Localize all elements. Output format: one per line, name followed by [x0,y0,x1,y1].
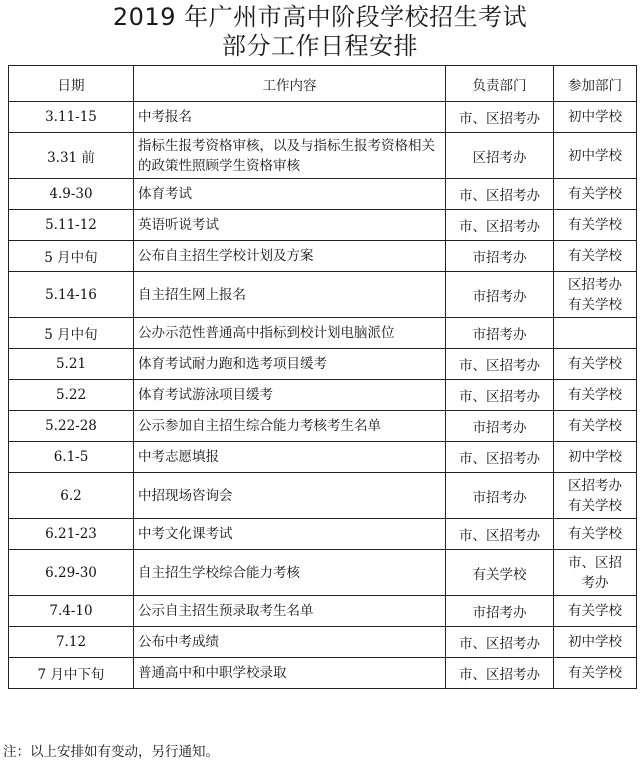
cell-content: 体育考试游泳项目缓考 [134,380,446,411]
cell-date: 5.22 [9,380,134,411]
participating-line: 区招考办 [568,477,622,494]
cell-content: 体育考试 [134,179,446,210]
table-row [9,272,637,318]
cell-date: 5.11-12 [9,210,134,241]
table-row [9,442,637,473]
table-row [9,241,637,272]
table-row [9,133,637,179]
participating-line: 初中学校 [568,147,622,164]
table-row [9,627,637,658]
cell-responsible: 市招考办 [446,473,554,519]
cell-participating [554,519,637,550]
participating-line: 初中学校 [568,449,622,465]
participating-line: 有关学校 [568,296,622,313]
schedule-table [8,65,637,689]
schedule-rows [9,102,637,689]
cell-content: 中考报名 [134,102,446,133]
cell-date: 5 月中旬 [9,241,134,272]
header-row [9,66,637,102]
cell-participating [554,473,637,519]
header-content: 工作内容 [134,66,446,102]
cell-participating [554,318,637,349]
footnote: 注：以上安排如有变动，另行通知。 [3,744,219,760]
participating-line: 市、区招 [568,554,622,571]
cell-date: 5.22-28 [9,411,134,442]
header-date: 日期 [9,66,134,102]
title-line-1: 2019 年广州市高中阶段学校招生考试 [112,3,528,31]
cell-date: 4.9-30 [9,179,134,210]
cell-content: 公示自主招生预录取考生名单 [134,596,446,627]
participating-line: 有关学校 [568,665,622,681]
participating-line: 区招考办 [568,276,622,293]
cell-content: 公布中考成绩 [134,627,446,658]
participating-line: 初中学校 [568,109,622,125]
cell-participating [554,272,637,318]
table-row [9,473,637,519]
cell-date: 7.4-10 [9,596,134,627]
table-row [9,179,637,210]
participating-line: 初中学校 [568,634,622,650]
table-row [9,550,637,596]
cell-content: 普通高中和中职学校录取 [134,658,446,689]
cell-date: 7 月中下旬 [9,658,134,689]
cell-responsible: 市、区招考办 [446,519,554,550]
participating-line: 有关学校 [568,497,622,514]
cell-participating [554,179,637,210]
participating-line: 有关学校 [568,387,622,403]
cell-content: 英语听说考试 [134,210,446,241]
table-row [9,596,637,627]
cell-content: 中招现场咨询会 [134,473,446,519]
table-row [9,349,637,380]
cell-content: 中考文化课考试 [134,519,446,550]
cell-responsible: 市招考办 [446,272,554,318]
title-line-2: 部分工作日程安排 [222,32,418,60]
cell-participating [554,241,637,272]
cell-content: 体育考试耐力跑和选考项目缓考 [134,349,446,380]
participating-line: 考办 [581,574,609,591]
cell-date: 3.31 前 [9,133,134,179]
cell-responsible: 市招考办 [446,596,554,627]
cell-participating [554,411,637,442]
cell-content: 公示参加自主招生综合能力考核考生名单 [134,411,446,442]
cell-responsible: 有关学校 [446,550,554,596]
cell-content: 中考志愿填报 [134,442,446,473]
cell-content: 公办示范性普通高中指标到校计划电脑派位 [134,318,446,349]
cell-participating [554,442,637,473]
participating-line: 有关学校 [568,526,622,542]
cell-date: 6.1-5 [9,442,134,473]
cell-content: 公布自主招生学校计划及方案 [134,241,446,272]
table-row [9,210,637,241]
cell-date: 6.2 [9,473,134,519]
participating-line: 有关学校 [568,603,622,619]
header-responsible: 负责部门 [446,66,554,102]
document-title [0,0,640,61]
table-row [9,658,637,689]
cell-date: 3.11-15 [9,102,134,133]
cell-date: 7.12 [9,627,134,658]
cell-responsible: 市、区招考办 [446,349,554,380]
cell-responsible: 市、区招考办 [446,442,554,473]
cell-responsible: 市招考办 [446,241,554,272]
participating-line: 有关学校 [568,217,622,233]
cell-responsible: 市、区招考办 [446,627,554,658]
cell-content: 指标生报考资格审核，以及与指标生报考资格相关的政策性照顾学生资格审核 [134,133,446,179]
cell-participating [554,550,637,596]
cell-responsible: 市、区招考办 [446,102,554,133]
cell-participating [554,102,637,133]
cell-date: 5 月中旬 [9,318,134,349]
cell-responsible: 市、区招考办 [446,658,554,689]
table-row [9,380,637,411]
cell-date: 5.21 [9,349,134,380]
participating-line: 有关学校 [568,418,622,434]
header-participating: 参加部门 [554,66,637,102]
cell-date: 6.29-30 [9,550,134,596]
cell-participating [554,658,637,689]
table-row [9,318,637,349]
cell-date: 5.14-16 [9,272,134,318]
cell-content: 自主招生网上报名 [134,272,446,318]
cell-participating [554,627,637,658]
table-row [9,411,637,442]
cell-responsible: 市招考办 [446,411,554,442]
table-row [9,519,637,550]
cell-responsible: 市、区招考办 [446,380,554,411]
cell-responsible: 市、区招考办 [446,210,554,241]
participating-line: 有关学校 [568,356,622,372]
cell-participating [554,349,637,380]
cell-participating [554,596,637,627]
table-row [9,102,637,133]
cell-participating [554,380,637,411]
cell-responsible: 区招考办 [446,133,554,179]
cell-date: 6.21-23 [9,519,134,550]
cell-responsible: 市、区招考办 [446,179,554,210]
cell-content: 自主招生学校综合能力考核 [134,550,446,596]
cell-responsible: 市招考办 [446,318,554,349]
cell-participating [554,210,637,241]
cell-participating [554,133,637,179]
participating-line: 有关学校 [568,248,622,264]
participating-line: 有关学校 [568,186,622,202]
